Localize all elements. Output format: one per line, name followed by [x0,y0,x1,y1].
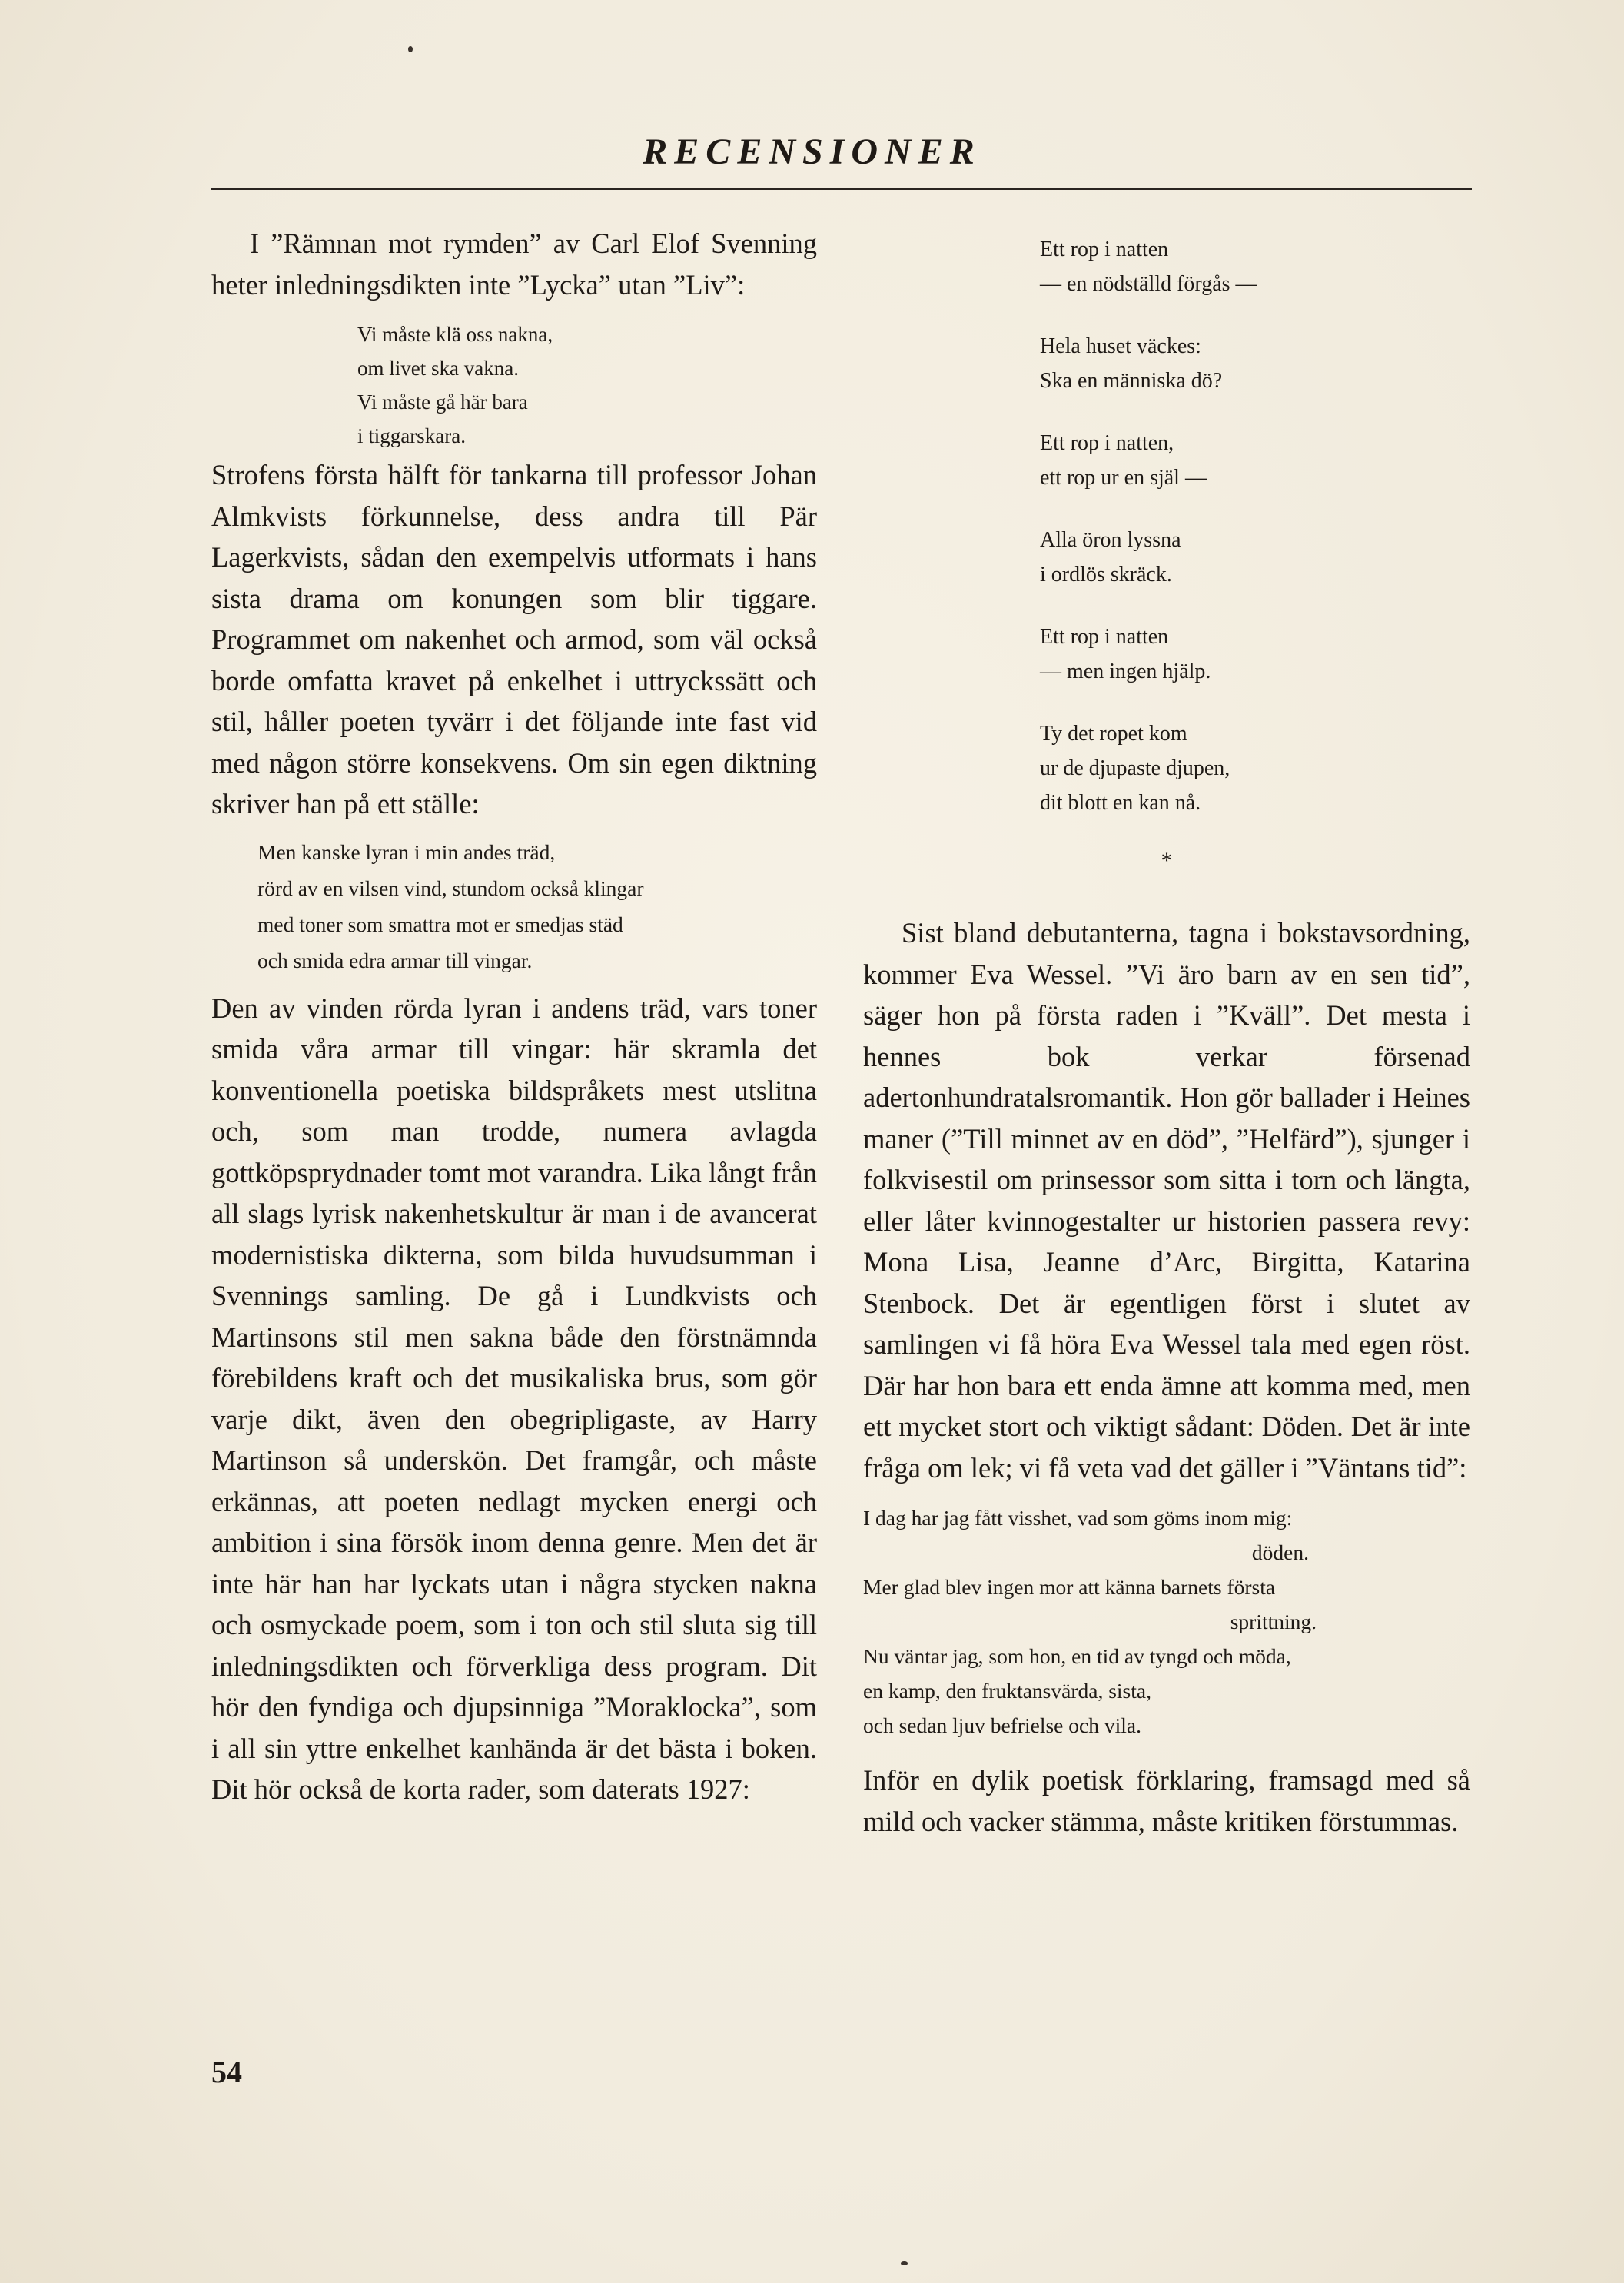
poem-stanza [863,329,1470,398]
poem-stanza [863,716,1470,820]
verse-line: Mer glad blev ingen mor att känna barnets första [863,1575,1276,1599]
verse-line: Nu väntar jag, som hon, en tid av tyngd och möda, [863,1644,1291,1668]
verse-line: Hela huset väckes: [1040,334,1201,358]
verse-line: om livet ska vakna. [357,357,519,380]
left-column [211,223,817,1810]
poem-stanza [863,426,1470,495]
paragraph-intro: I ”Rämnan mot rymden” av Carl Elof Svenning heter inledningsdikten inte ”Lycka” utan ”Liv”: [211,228,817,301]
section-separator: * [1161,848,1173,873]
poem-stanza [863,620,1470,689]
ink-speck [408,46,413,52]
verse-line: Vi måste gå här bara [357,390,528,414]
poem-vantans-tid [863,1500,1470,1743]
verse-line: ur de djupaste djupen, [1040,756,1230,780]
verse-line: rörd av en vilsen vind, stundom också klingar [257,876,644,900]
verse-line: I dag har jag fått visshet, vad som göms inom mig: [863,1506,1293,1530]
verse-line: Ett rop i natten [1040,625,1169,649]
verse-line: i tiggarskara. [357,424,466,447]
verse-line: Ty det ropet kom [1040,722,1187,746]
poem-stanza [863,232,1470,301]
section-header: RECENSIONER [643,131,981,172]
poem-lyran [211,834,817,979]
paragraph-critique: Den av vinden rörda lyran i andens träd, vars toner smida våra armar till vingar: här skramla det konventionella poetiska bildspråkets mest utslitna och, som man trodde, numera avlagda gottköpsprydnader tomt mot varandra. Lika långt från all slags lyrisk nakenhetskultur är man i de avancerat modernistiska dikterna, som bilda huvudsumman i Svennings samling. De gå i Lundkvists och Martinsons stil men sakna både den förstnämnda förebildens kraft och det musikaliska brus, som gör varje dikt, även den obegripligaste, av Harry Martinson så underskön. Det framgår, och måste erkännas, att poeten nedlagt mycken energi och ambition i sina försök inom denna genre. Men det är inte här han har lyckats utan i några stycken nakna och osmyckade poem, som i ton och stil sluta sig till inledningsdikten och förverkliga dess program. Dit hör den fyndiga och djupsinniga ”Moraklocka”, som i all sin yttre enkelhet kanhända är det bästa i boken. Dit hör också de korta rader, som daterats 1927: [211,992,817,1805]
verse-line-continuation: döden. [1251,1540,1309,1564]
page-number: 54 [211,2055,242,2089]
paragraph-closing: Inför en dylik poetisk förklaring, framsagd med så mild och vacker stämma, måste kritiken förstummas. [863,1764,1470,1837]
ink-speck [901,2261,908,2265]
header-rule [211,188,1472,190]
verse-line: Vi måste klä oss nakna, [357,323,553,346]
verse-line: — men ingen hjälp. [1040,660,1211,683]
verse-line: och smida edra armar till vingar. [257,948,533,972]
verse-line: — en nödställd förgås — [1040,272,1257,296]
verse-line: Alla öron lyssna [1040,528,1181,552]
verse-line: och sedan ljuv befrielse och vila. [863,1713,1141,1737]
verse-line: Ett rop i natten [1040,238,1169,261]
verse-line: i ordlös skräck. [1040,563,1172,587]
paragraph-eva-wessel: Sist bland debutanterna, tagna i bokstavsordning, kommer Eva Wessel. ”Vi äro barn av en sen tid”, säger hon på första raden i ”Kväll”. Det mesta i hennes bok verkar försenad adertonhundratalsromantik. Hon gör ballader i Heines maner (”Till minnet av en död”, ”Helfärd”), sjunger i folkvisestil om prinsessor som sitta i torn och längta, eller låter kvinnogestalter ur historien passera revy: Mona Lisa, Jeanne d’Arc, Birgitta, Katarina Stenbock. Det är egentligen först i slutet av samlingen vi få höra Eva Wessel tala med egen röst. Där har hon bara ett enda ämne att komma med, men ett mycket stort och viktigt sådant: Döden. Det är inte fråga om lek; vi få veta vad det gäller i ”Väntans tid”: [863,917,1470,1484]
verse-line: dit blott en kan nå. [1040,791,1201,815]
poem-stanza [863,523,1470,592]
poem-liv [211,317,817,453]
verse-line-continuation: sprittning. [1230,1610,1317,1633]
verse-line: ett rop ur en själ — [1040,466,1207,490]
verse-line: med toner som smattra mot er smedjas städ [257,912,623,936]
verse-line: Ett rop i natten, [1040,431,1174,455]
poem-ett-rop [863,232,1470,820]
right-column [863,223,1470,1842]
verse-line: Ska en människa dö? [1040,369,1223,393]
verse-line: en kamp, den fruktansvärda, sista, [863,1679,1151,1703]
verse-line: Men kanske lyran i min andes träd, [257,839,556,864]
paragraph-strofen: Strofens första hälft för tankarna till professor Johan Almkvists förkunnelse, dess andra till Pär Lagerkvists, sådan den exempelvis utformats i hans sista drama om konungen som blir tiggare. Programmet om nakenhet och armod, som väl också borde omfatta kravet på enkelhet i uttryckssätt och stil, håller poeten tyvärr i det följande inte fast vid med någon större konsekvens. Om sin egen diktning skriver han på ett ställe: [211,459,817,819]
